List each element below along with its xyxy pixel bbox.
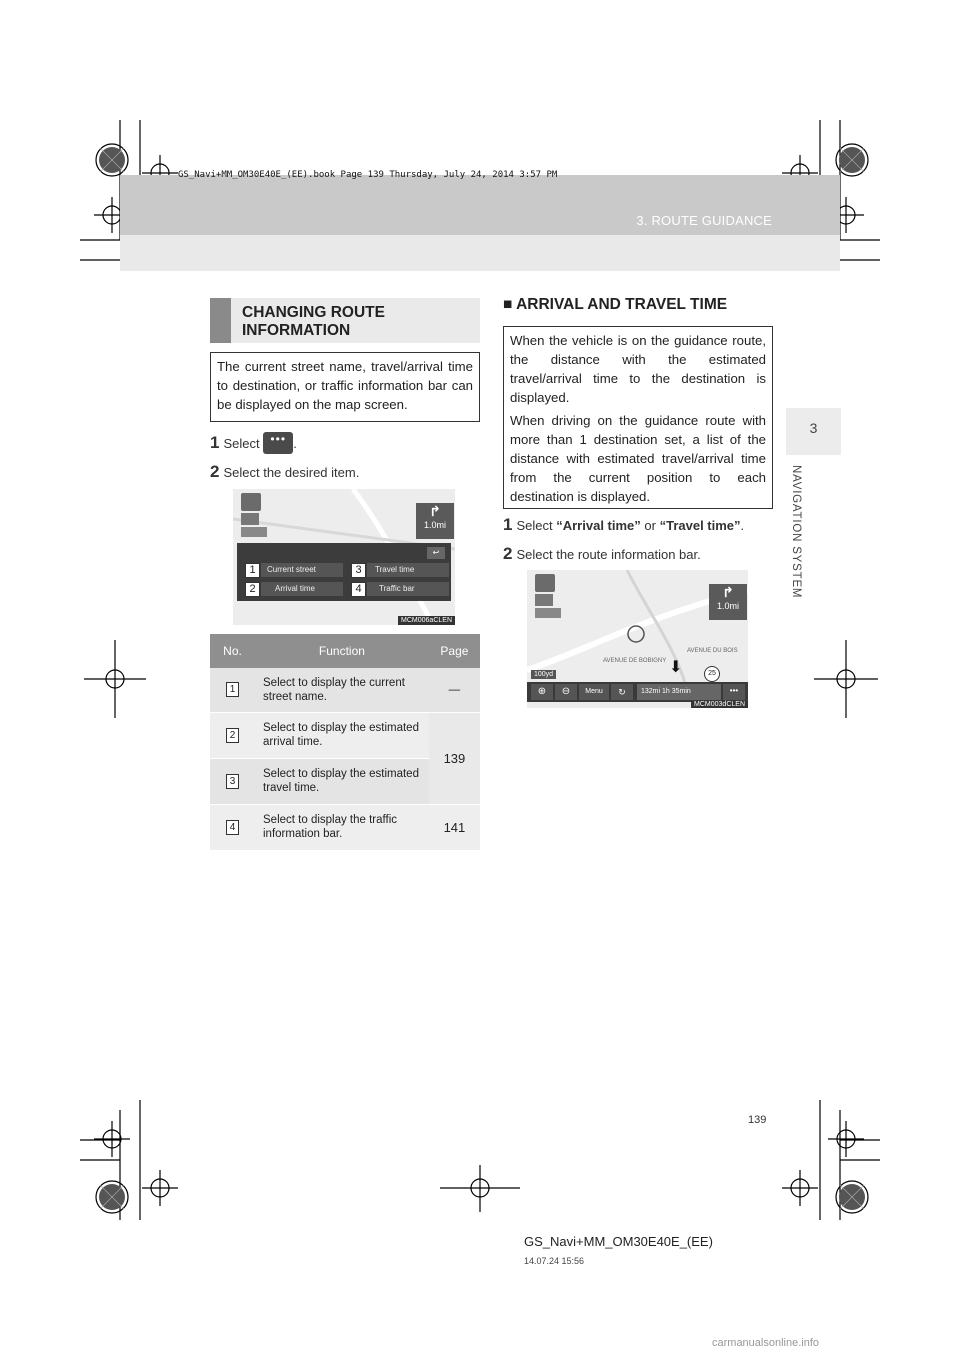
step-2: 2 Select the desired item. (210, 462, 360, 481)
footer-date: 14.07.24 15:56 (524, 1256, 585, 1266)
callout-2: 2 (245, 582, 260, 597)
option-arrival-time: “Arrival time” (556, 518, 641, 533)
row-number: 1 (226, 682, 239, 697)
option-travel-time: “Travel time” (659, 518, 741, 533)
menu-item-traffic-bar[interactable]: Traffic bar (367, 582, 449, 596)
section-heading: CHANGING ROUTE INFORMATION (242, 304, 385, 339)
menu-item-current-street[interactable]: Current street (261, 563, 343, 577)
more-options-icon[interactable]: ••• (263, 432, 293, 454)
step-1: 1 Select ••• . (210, 431, 297, 452)
step-2-right: 2 Select the route information bar. (503, 544, 701, 563)
compass-icon[interactable] (241, 493, 261, 511)
row-function: Select to display the current street name. (255, 668, 429, 712)
table-header-no: No. (210, 634, 255, 668)
figure-code: MCM003dCLEN (691, 701, 748, 708)
poi-icon[interactable] (535, 608, 561, 618)
zoom-in-icon[interactable]: ⊕ (531, 684, 553, 700)
intro-box (210, 352, 480, 422)
bottom-toolbar (527, 682, 748, 702)
table-row (210, 668, 480, 712)
row-function: Select to display the estimated travel time. (255, 758, 429, 804)
intro-text: The current street name, travel/arrival time to destination, or traffic information bar can be displayed on the map screen. (217, 359, 473, 412)
page-number: 139 (748, 1114, 767, 1126)
info-paragraph-1: When the vehicle is on the guidance route, the distance with the estimated travel/arrival time to the destination is displayed. (510, 333, 766, 405)
info-paragraph-2: When driving on the guidance route with more than 1 destination set, a list of the distance with estimated travel/arrival time from the current position to each destination is displayed. (510, 413, 766, 504)
subsection-heading: ■ ARRIVAL AND TRAVEL TIME (503, 296, 728, 313)
turn-arrow-panel: ↱ 1.0mi (709, 584, 747, 620)
turn-arrow-icon: ↱ (722, 584, 734, 600)
menu-item-arrival-time[interactable]: Arrival time (261, 582, 343, 596)
figure-code: MCM006aCLEN (398, 616, 455, 625)
row-number: 3 (226, 774, 239, 789)
poi-icon[interactable] (241, 527, 267, 537)
map-mode-icon[interactable] (535, 594, 553, 606)
callout-4: 4 (351, 582, 366, 597)
down-arrow-icon: ⬇ (669, 659, 683, 676)
map-scale: 100yd (531, 670, 556, 679)
row-function: Select to display the traffic information bar. (255, 804, 429, 850)
section-title: 3. ROUTE GUIDANCE (636, 213, 772, 228)
compass-icon[interactable] (535, 574, 555, 592)
footer-code: GS_Navi+MM_OM30E40E_(EE) (524, 1234, 713, 1249)
zoom-out-icon[interactable]: ⊖ (555, 684, 577, 700)
info-box (503, 326, 773, 509)
table-header-function: Function (255, 634, 429, 668)
menu-button[interactable]: Menu (579, 684, 609, 700)
watermark: carmanualsonline.info (712, 1337, 820, 1349)
map-mode-icon[interactable] (241, 513, 259, 525)
more-options-icon[interactable]: ••• (723, 684, 745, 700)
step-1-right: 1 Select “Arrival time” or “Travel time”. (503, 515, 745, 534)
function-table (210, 634, 480, 851)
route-info-menu (237, 543, 451, 601)
screen-right (527, 570, 748, 708)
street-label-2: AVENUE DU BOIS (687, 648, 738, 654)
step-1-prefix: Select (223, 436, 260, 451)
table-header-page: Page (429, 634, 480, 668)
screen-left (233, 489, 455, 625)
book-info: GS_Navi+MM_OM30E40E_(EE).book Page 139 Thursday, July 24, 2014 3:57 PM (178, 170, 558, 180)
back-icon[interactable]: ↩ (427, 547, 445, 559)
heading-accent (210, 298, 231, 343)
menu-item-travel-time[interactable]: Travel time (367, 563, 449, 577)
street-label-1: AVENUE DE BOBIGNY (603, 658, 667, 664)
road-sign: 25 (704, 666, 720, 682)
row-function: Select to display the estimated arrival time. (255, 712, 429, 758)
row-number: 2 (226, 728, 239, 743)
row-number: 4 (226, 820, 239, 835)
table-row (210, 804, 480, 850)
row-page: — (429, 668, 480, 712)
step-2-text: Select the desired item. (223, 465, 360, 480)
reroute-icon[interactable]: ↻ (611, 684, 633, 700)
turn-arrow-panel: ↱ 1.0mi (416, 503, 454, 539)
step-2-right-text: Select the route information bar. (516, 547, 701, 562)
chapter-number: 3 (809, 420, 818, 436)
callout-3: 3 (351, 563, 366, 578)
table-row (210, 712, 480, 758)
route-info-bar[interactable]: 132mi 1h 35min (637, 684, 721, 700)
chapter-label: NAVIGATION SYSTEM (790, 465, 802, 599)
row-page: 139 (429, 712, 480, 804)
callout-1: 1 (245, 563, 260, 578)
row-page: 141 (429, 804, 480, 850)
turn-arrow-icon: ↱ (429, 503, 441, 519)
